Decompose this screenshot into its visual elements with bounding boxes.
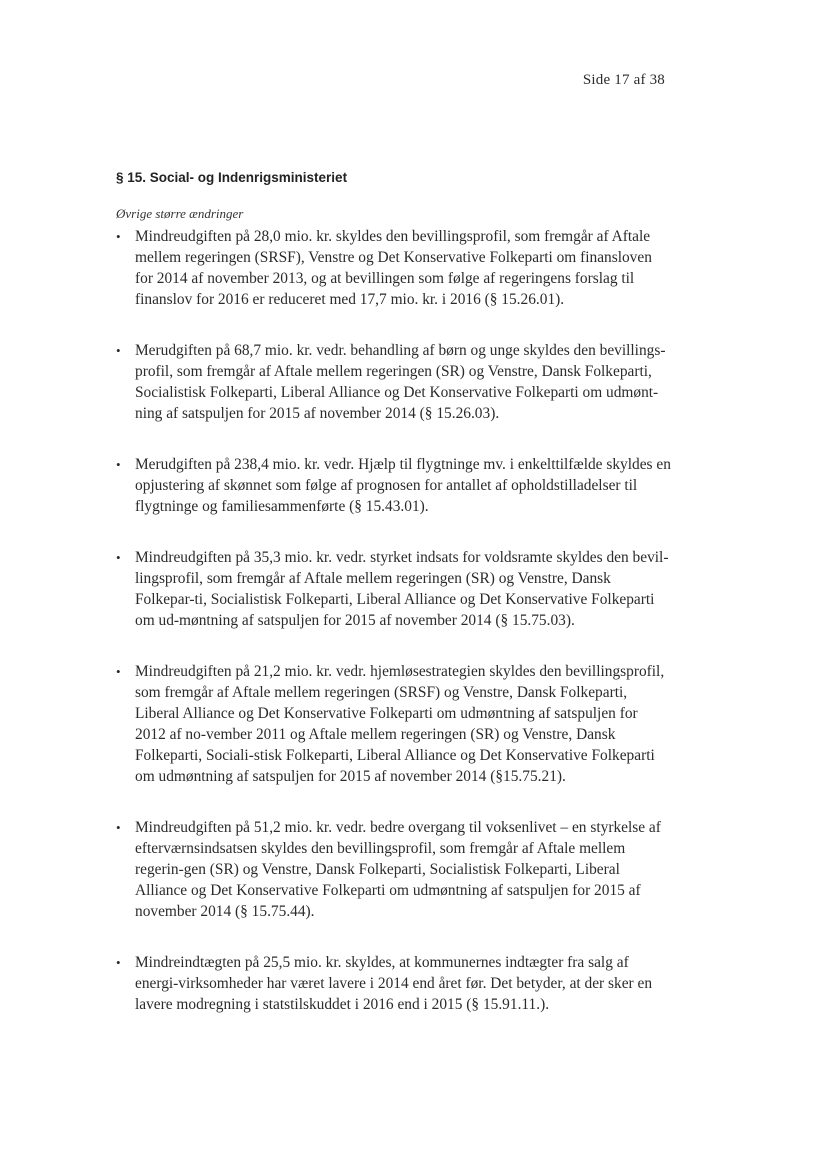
section-subheading: Øvrige større ændringer [116,206,244,221]
bullet-text: Merudgiften på 238,4 mio. kr. vedr. Hjælp til flygtninge mv. i enkelttilfælde skyldes en opjustering af skønnet som følge af prognosen for antallet af opholdstilladelser til flygtninge og familiesammenførte (§ 15.43.01). [135,456,671,515]
list-item [116,340,671,424]
bullet-text: Mindreudgiften på 21,2 mio. kr. vedr. hjemløsestrategien skyldes den bevillingsprofil, som fremgår af Aftale mellem regeringen (SRSF) og Venstre, Dansk Folkeparti, Liberal Alliance og Det Konservative Folkeparti om udmøntning af satspuljen for 2012 af no-vember 2011 og Aftale mellem regeringen (SR) og Venstre, Dansk Folkeparti, Sociali-stisk Folkeparti, Liberal Alliance og Det Konservative Folkeparti om udmøntning af satspuljen for 2015 af november 2014 (§15.75.21). [135,663,665,785]
list-item [116,454,671,517]
page-number: Side 17 af 38 [582,72,665,88]
bullet-icon: • [116,955,121,970]
bullet-text: Mindreudgiften på 28,0 mio. kr. skyldes den bevillingsprofil, som fremgår af Aftale mellem regeringen (SRSF), Venstre og Det Konservative Folkeparti om finansloven for 2014 af november 2013, og at bevillingen som følge af regeringens forslag til finanslov for 2016 er reduceret med 17,7 mio. kr. i 2016 (§ 15.26.01). [135,228,652,308]
section-title: § 15. Social- og Indenrigsministeriet [116,170,348,185]
bullet-icon: • [116,457,121,472]
list-item [116,817,671,922]
bullet-text: Mindreindtægten på 25,5 mio. kr. skyldes, at kommunernes indtægter fra salg af energi-virksomheder har været lavere i 2014 end året før. Det betyder, at der sker en lavere modregning i statstilskuddet i 2016 end i 2015 (§ 15.91.11.). [135,954,653,1013]
bullet-list [116,226,671,1045]
list-item [116,661,671,787]
list-item [116,952,671,1015]
bullet-text: Mindreudgiften på 35,3 mio. kr. vedr. styrket indsats for voldsramte skyldes den bevil-lingsprofil, som fremgår af Aftale mellem regeringen (SR) og Venstre, Dansk Folkepar-ti, Socialistisk Folkeparti, Liberal Alliance og Det Konservative Folkeparti om ud-møntning af satspuljen for 2015 af november 2014 (§ 15.75.03). [135,549,669,629]
bullet-text: Mindreudgiften på 51,2 mio. kr. vedr. bedre overgang til voksenlivet – en styrkelse af efterværnsindsatsen skyldes den bevillingsprofil, som fremgår af Aftale mellem regerin-gen (SR) og Venstre, Dansk Folkeparti, Socialistisk Folkeparti, Liberal Alliance og Det Konservative Folkeparti om udmøntning af satspuljen for 2015 af november 2014 (§ 15.75.44). [135,819,661,920]
bullet-icon: • [116,229,121,244]
bullet-icon: • [116,550,121,565]
bullet-icon: • [116,664,121,679]
list-item [116,547,671,631]
list-item [116,226,671,310]
bullet-icon: • [116,343,121,358]
bullet-text: Merudgiften på 68,7 mio. kr. vedr. behandling af børn og unge skyldes den bevillings-profil, som fremgår af Aftale mellem regeringen (SR) og Venstre, Dansk Folkeparti, Socialistisk Folkeparti, Liberal Alliance og Det Konservative Folkeparti om udmønt-ning af satspuljen for 2015 af november 2014 (§ 15.26.03). [135,342,666,422]
bullet-icon: • [116,820,121,835]
